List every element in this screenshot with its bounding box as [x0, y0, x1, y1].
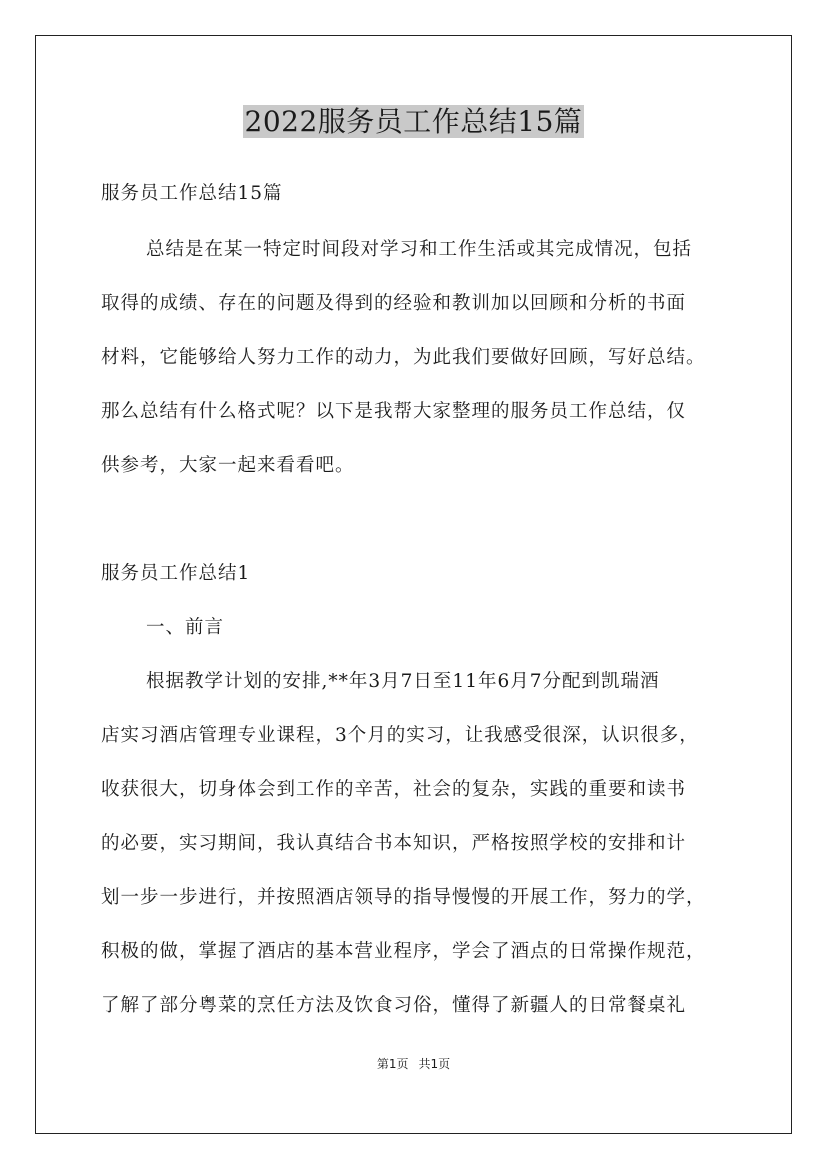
section-heading: 服务员工作总结1: [101, 563, 251, 584]
body-line: 划一步一步进行，并按照酒店领导的指导慢慢的开展工作，努力的学，: [101, 887, 706, 908]
intro-line: 那么总结有什么格式呢？以下是我帮大家整理的服务员工作总结，仅: [101, 401, 687, 422]
document-title: 2022服务员工作总结15篇: [244, 105, 583, 138]
body-line: 的必要，实习期间，我认真结合书本知识，严格按照学校的安排和计: [101, 833, 687, 854]
body-line: 根据教学计划的安排,**年3月7日至11年6月7分配到凯瑞酒: [146, 671, 660, 692]
body-line: 收获很大，切身体会到工作的辛苦，社会的复杂，实践的重要和读书: [101, 779, 687, 800]
intro-line: 取得的成绩、存在的问题及得到的经验和教训加以回顾和分析的书面: [101, 293, 687, 314]
body-line: 了解了部分粤菜的烹任方法及饮食习俗，懂得了新疆人的日常餐桌礼: [101, 995, 687, 1016]
section-subheading: 一、前言: [146, 617, 225, 638]
intro-line: 材料，它能够给人努力工作的动力，为此我们要做好回顾，写好总结。: [101, 347, 706, 368]
page-footer: [0, 1055, 827, 1073]
intro-line: 供参考，大家一起来看看吧。: [101, 455, 355, 476]
page-number-total: 共1页: [418, 1057, 451, 1071]
intro-line: 总结是在某一特定时间段对学习和工作生活或其完成情况，包括: [146, 239, 693, 260]
document-subtitle: 服务员工作总结15篇: [101, 183, 283, 204]
page-number-current: 第1页: [376, 1057, 409, 1071]
body-line: 店实习酒店管理专业课程，3个月的实习，让我感受很深，认识很多，: [101, 725, 699, 746]
body-line: 积极的做，掌握了酒店的基本营业程序，学会了酒点的日常操作规范，: [101, 941, 706, 962]
